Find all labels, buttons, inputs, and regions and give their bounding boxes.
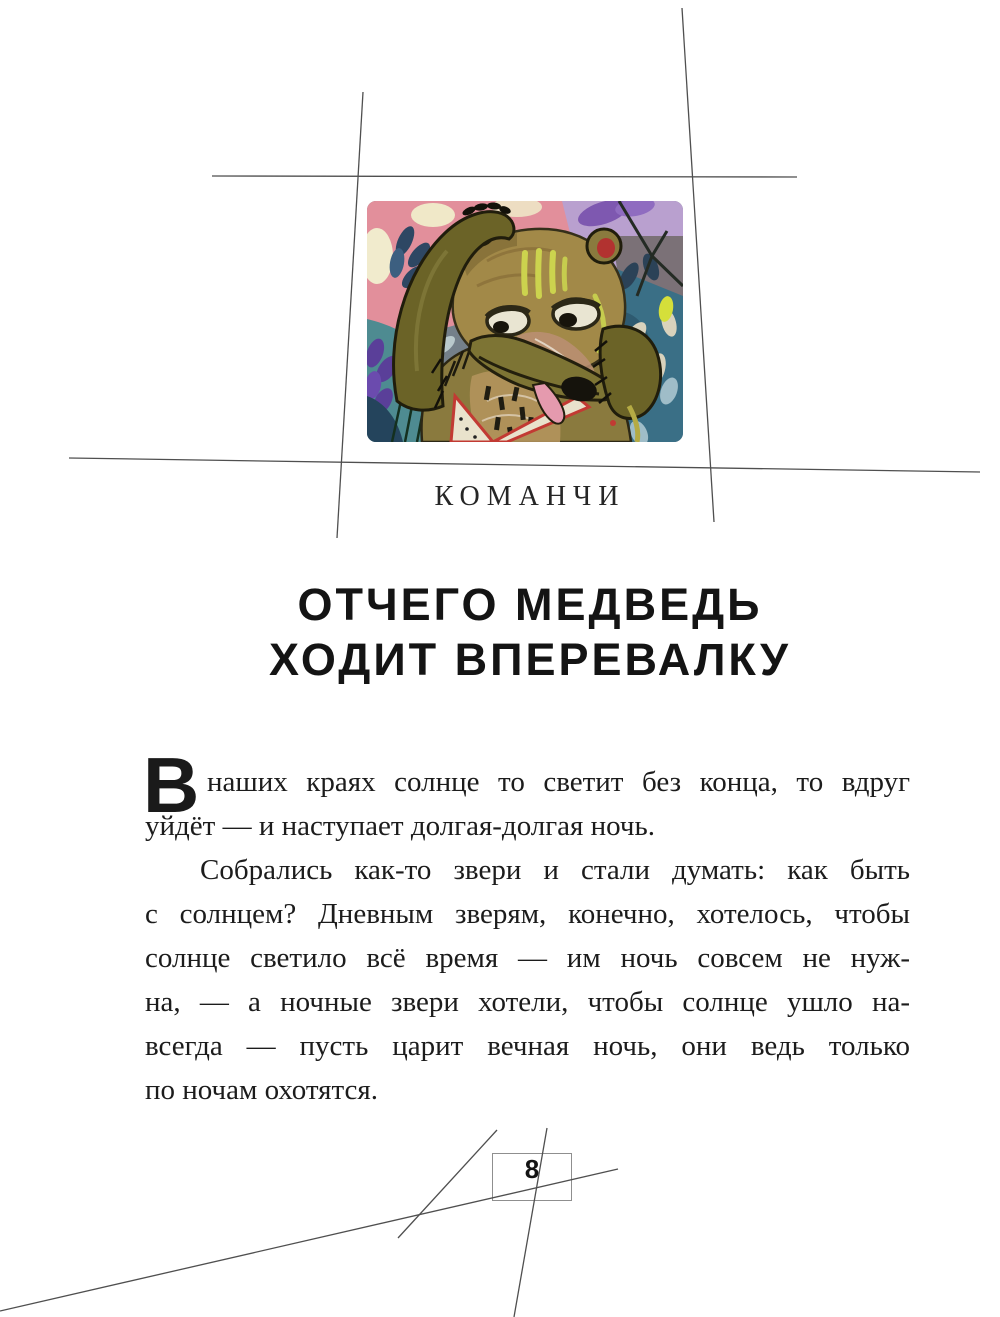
trim-line-top-horizontal bbox=[212, 176, 797, 177]
story-text bbox=[145, 760, 910, 1112]
story-title-line1: ОТЧЕГО МЕДВЕДЬ bbox=[297, 579, 763, 630]
bear-illustration-art bbox=[367, 201, 683, 442]
text-line: Собрались как-то звери и стали думать: как быть bbox=[200, 854, 910, 886]
trim-line-bottom-diagonal-short bbox=[398, 1130, 497, 1238]
text-line: уйдёт — и наступает долгая-долгая ночь. bbox=[145, 810, 655, 842]
story-title bbox=[85, 577, 975, 687]
text-line: солнце светило всё время — им ночь совсем не нуж- bbox=[145, 942, 910, 974]
page-number: 8 bbox=[524, 1154, 540, 1184]
trim-line-left-vertical bbox=[337, 92, 363, 538]
text-line: всегда — пусть царит вечная ночь, они ведь только bbox=[145, 1030, 910, 1062]
bear-illustration bbox=[367, 201, 683, 442]
trim-line-right-vertical bbox=[682, 8, 714, 522]
text-line: на, — а ночные звери хотели, чтобы солнце ушло на- bbox=[145, 986, 910, 1018]
trim-line-mid-horizontal bbox=[69, 458, 980, 472]
text-line: с солнцем? Дневным зверям, конечно, хотелось, чтобы bbox=[145, 898, 910, 930]
text-line: наших краях солнце то светит без конца, то вдруг bbox=[207, 766, 910, 798]
story-title-line2: ХОДИТ ВПЕРЕВАЛКУ bbox=[269, 634, 791, 685]
drop-cap: В bbox=[143, 741, 200, 829]
page-number-box bbox=[492, 1153, 572, 1201]
chapter-caption: КОМАНЧИ bbox=[434, 481, 626, 512]
text-line: по ночам охотятся. bbox=[145, 1074, 379, 1106]
